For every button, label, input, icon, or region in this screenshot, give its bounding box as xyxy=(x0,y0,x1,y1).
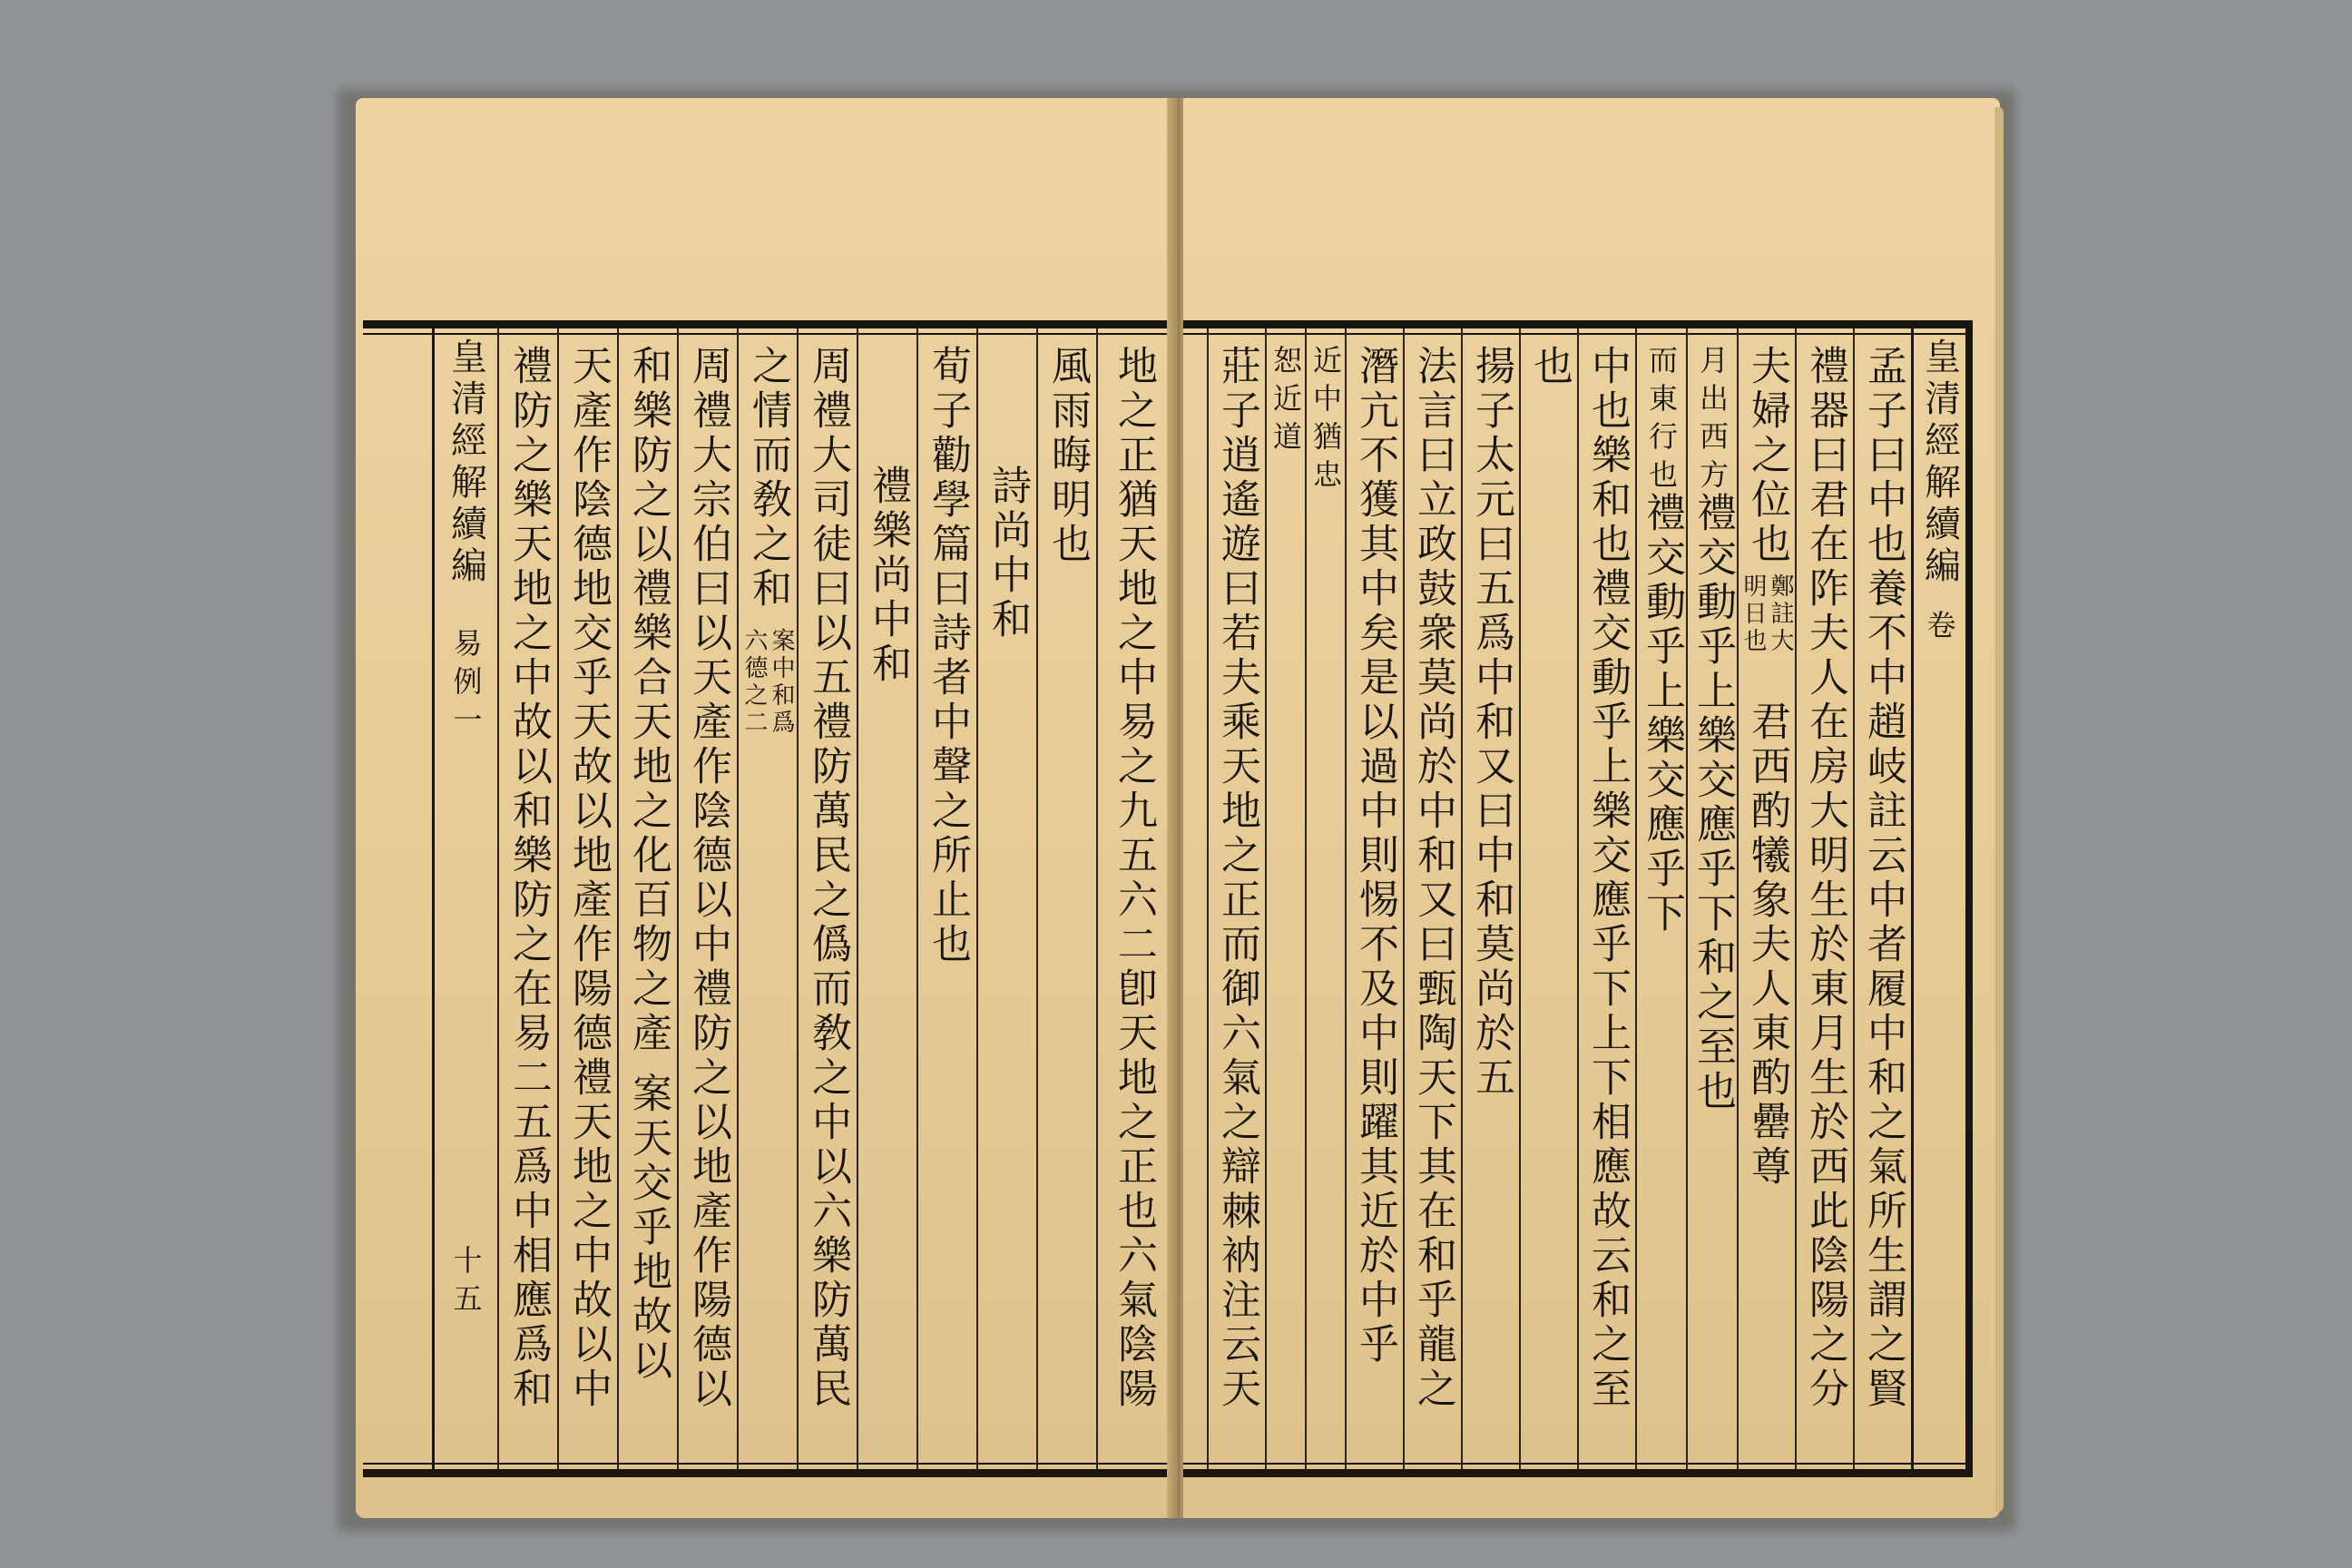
interlinear-note xyxy=(1741,573,1792,655)
text-column-8 xyxy=(1461,328,1519,1469)
margin-title: 皇清經解續編 xyxy=(445,338,487,588)
column-text: 周禮大司徒曰以五禮防萬民之僞而敎之中以六樂防萬民 xyxy=(805,345,851,1412)
column-text: 近中猶忠 xyxy=(1308,345,1343,497)
column-text: 詩尚中和 xyxy=(985,465,1031,642)
page-edge xyxy=(1994,107,2004,1512)
column-text: 禮防之樂天地之中故以和樂防之在易二五爲中相應爲和 xyxy=(505,345,552,1412)
text-column-9 xyxy=(1403,328,1461,1469)
text-column-8 xyxy=(677,328,737,1469)
page-number: 十五 xyxy=(448,1245,484,1321)
column-text: 潛亢不獲其中矣是以過中則惕不及中則躍其近於中乎 xyxy=(1352,345,1398,1367)
column-text: 法言曰立政鼓衆莫尚於中和又曰甄陶天下其在和乎龍之 xyxy=(1410,345,1456,1412)
text-column-7 xyxy=(1519,328,1577,1469)
column-text: 禮器曰君在阼夫人在房大明生於東月生於西此陰陽之分 xyxy=(1802,345,1848,1412)
column-text: 揚子太元曰五爲中和又曰中和莫尚於五 xyxy=(1468,345,1514,1101)
text-column-6 xyxy=(1577,328,1635,1469)
text-column-1 xyxy=(1096,328,1169,1469)
column-text: 恕近道 xyxy=(1269,345,1303,459)
text-column-2 xyxy=(1036,328,1096,1469)
text-column-9 xyxy=(617,328,677,1469)
column-text: 禮樂尚中和 xyxy=(865,465,911,687)
right-page xyxy=(1183,98,2000,1518)
column-text: 周禮大宗伯曰以天產作陰德以中禮防之以地產作陽德以 xyxy=(685,345,731,1412)
right-page-columns xyxy=(1183,328,1965,1469)
text-column-4 xyxy=(916,328,976,1469)
margin-title: 皇清經解續編 xyxy=(1918,338,1961,588)
column-text: 孟子曰中也養不中趙岐註云中者履中和之氣所生謂之賢 xyxy=(1860,345,1906,1412)
column-tail-text: 禮交動乎上樂交應乎下和之至也 xyxy=(1690,492,1736,1114)
text-column-11 xyxy=(1305,328,1345,1469)
column-text: 荀子勸學篇曰詩者中聲之所止也 xyxy=(925,345,971,967)
text-column-1 xyxy=(1853,328,1911,1469)
right-page-frame xyxy=(1183,320,1973,1477)
note-line: 鄭註大 xyxy=(1767,573,1794,655)
column-text: 中也樂和也禮交動乎上樂交應乎下上下相應故云和之至 xyxy=(1584,345,1631,1412)
column-text: 莊子逍遙遊曰若夫乘天地之正而御六氣之辯棘衲注云天 xyxy=(1214,345,1260,1412)
text-column-12 xyxy=(1265,328,1305,1469)
column-text: 之情而敎之和 xyxy=(745,345,791,612)
text-column-3 xyxy=(976,328,1036,1469)
column-text: 月出西方 xyxy=(1695,345,1730,497)
column-text: 而東行也 xyxy=(1644,345,1679,497)
column-text: 地之正猶天地之中易之九五六二卽天地之正也六氣陰陽 xyxy=(1111,345,1157,1412)
column-text: 風雨晦明也 xyxy=(1044,345,1091,567)
column-text: 也 xyxy=(1526,345,1573,389)
margin-column xyxy=(432,328,497,1469)
column-text: 夫婦之位也 xyxy=(1744,345,1790,567)
column-tail-text: 君西酌犧象夫人東酌罍尊 xyxy=(1744,701,1790,1190)
text-column-2 xyxy=(1795,328,1853,1469)
left-page-frame xyxy=(363,320,1175,1477)
note-line: 案中和爲 xyxy=(768,628,795,737)
text-column-13 xyxy=(1207,328,1265,1469)
text-column-11 xyxy=(497,328,557,1469)
column-text: 和樂防之以禮樂合天地之化百物之產 xyxy=(625,345,671,1056)
note-line: 六德之二 xyxy=(740,628,768,737)
column-tail-text: 案天交乎地故以 xyxy=(625,1073,671,1384)
text-column-5 xyxy=(857,328,916,1469)
text-column-5 xyxy=(1635,328,1686,1469)
text-column-7 xyxy=(737,328,797,1469)
left-page xyxy=(356,98,1175,1518)
left-page-columns xyxy=(363,328,1169,1469)
text-column-6 xyxy=(797,328,857,1469)
margin-section: 卷 xyxy=(1922,610,1957,648)
text-column-10 xyxy=(1345,328,1403,1469)
text-column-4 xyxy=(1686,328,1737,1469)
text-column-3 xyxy=(1737,328,1795,1469)
margin-section: 易例一 xyxy=(448,628,484,742)
margin-column xyxy=(1911,328,1965,1469)
note-line: 明日也 xyxy=(1740,573,1767,655)
text-column-10 xyxy=(557,328,617,1469)
interlinear-note xyxy=(742,628,793,737)
column-text: 天產作陰德地交乎天故以地產作陽德禮天地之中故以中 xyxy=(565,345,612,1412)
column-tail-text: 禮交動乎上樂交應乎下 xyxy=(1639,492,1685,936)
